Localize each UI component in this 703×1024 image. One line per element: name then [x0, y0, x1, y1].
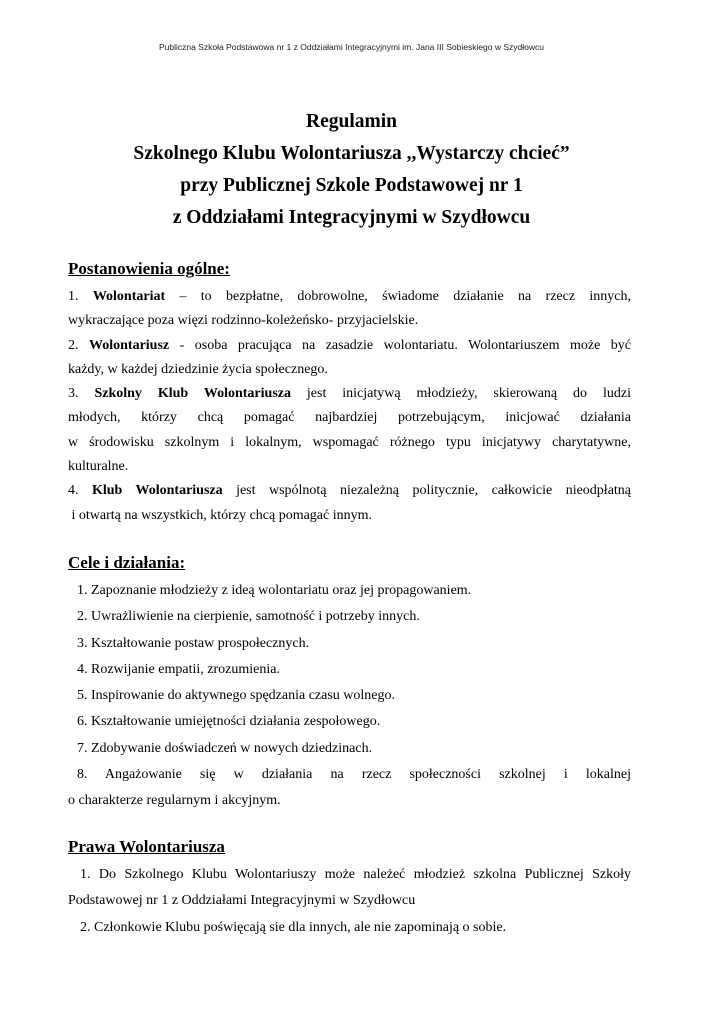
list-item-continuation: o charakterze regularnym i akcyjnym.: [68, 793, 281, 809]
paragraph-line: w środowisku szkolnym i lokalnym, wspomagać różnego typu inicjatywy charytatywne,: [68, 434, 631, 450]
paragraph-text: jest inicjatywą młodzieży, skierowaną do ludzi: [290, 386, 631, 402]
paragraph-number: 2.: [68, 337, 89, 353]
term-bold: Wolontariusz: [89, 337, 170, 353]
paragraph-line: kulturalne.: [68, 459, 129, 475]
term-bold: Wolontariat: [92, 289, 166, 304]
section-heading-general-provisions: Postanowienia ogólne:: [68, 259, 230, 278]
rights-list: [68, 862, 631, 941]
section-heading-volunteer-rights: Prawa Wolontariusza: [68, 837, 225, 856]
list-item: 2. Członkowie Klubu poświęcają sie dla innych, ale nie zapominają o sobie.: [80, 919, 507, 935]
list-item: 8. Angażowanie się w działania na rzecz społeczności szkolnej i lokalnej: [77, 767, 631, 783]
paragraph-number: 3.: [68, 386, 95, 402]
term-bold: Szkolny Klub Wolontariusza: [94, 386, 291, 402]
paragraph-line: i otwartą na wszystkich, którzy chcą pomagać innym.: [68, 507, 373, 523]
document-title: [0, 106, 703, 234]
list-item: 4. Rozwijanie empatii, zrozumienia.: [77, 661, 280, 677]
list-item: 7. Zdobywanie doświadczeń w nowych dziedzinach.: [77, 740, 373, 756]
paragraph-line: [68, 285, 631, 309]
list-item: 1. Do Szkolnego Klubu Wolontariuszy może należeć młodzież szkolna Publicznej Szkoły: [80, 867, 631, 882]
paragraph-line: każdy, w każdej dziedzinie życia społecznego.: [68, 361, 328, 377]
paragraph-text: – to bezpłatne, dobrowolne, świadome działanie na rzecz innych,: [165, 289, 631, 304]
list-item: 3. Kształtowanie postaw prospołecznych.: [77, 635, 310, 651]
list-item-continuation: Podstawowej nr 1 z Oddziałami Integracyjnymi w Szydłowcu: [68, 893, 416, 909]
paragraph-text: jest wspólnotą niezależną politycznie, całkowicie nieodpłatną: [222, 483, 632, 499]
term-bold: Klub Wolontariusza: [91, 483, 223, 499]
title-line-3: przy Publicznej Szkole Podstawowej nr 1: [180, 175, 523, 196]
list-item: 5. Inspirowanie do aktywnego spędzania czasu wolnego.: [77, 688, 396, 704]
title-line-2: Szkolnego Klubu Wolontariusza ,,Wystarczy chcieć”: [133, 143, 570, 164]
paragraph-line: [68, 479, 631, 503]
paragraph-line: młodych, którzy chcą pomagać najbardziej potrzebującym, inicjować działania: [68, 410, 631, 426]
paragraph-text: - osoba pracująca na zasadzie wolontariatu. Wolontariuszem może być: [169, 337, 632, 353]
goals-list: [68, 578, 631, 815]
paragraph-number: 1.: [68, 289, 93, 304]
list-item: 6. Kształtowanie umiejętności działania zespołowego.: [77, 714, 381, 730]
list-item: 1. Zapoznanie młodzieży z ideą wolontariatu oraz jej propagowaniem.: [77, 583, 472, 598]
list-item: 2. Uwrażliwienie na cierpienie, samotność i potrzeby innych.: [77, 609, 420, 625]
paragraph-line: [68, 334, 631, 358]
title-line-1: Regulamin: [305, 111, 397, 132]
title-line-4: z Oddziałami Integracyjnymi w Szydłowcu: [172, 207, 531, 228]
paragraph-number: 4.: [68, 483, 92, 499]
paragraph-line: wykraczające poza więzi rodzinno-koleżeńsko- przyjacielskie.: [68, 313, 419, 329]
section-heading-goals: Cele i działania:: [68, 553, 186, 572]
general-provisions: [68, 285, 631, 528]
paragraph-line: [68, 382, 631, 406]
page-header: Publiczna Szkoła Podstawowa nr 1 z Oddziałami Integracyjnymi im. Jana III Sobieskiego w Szydłowcu: [158, 42, 545, 52]
